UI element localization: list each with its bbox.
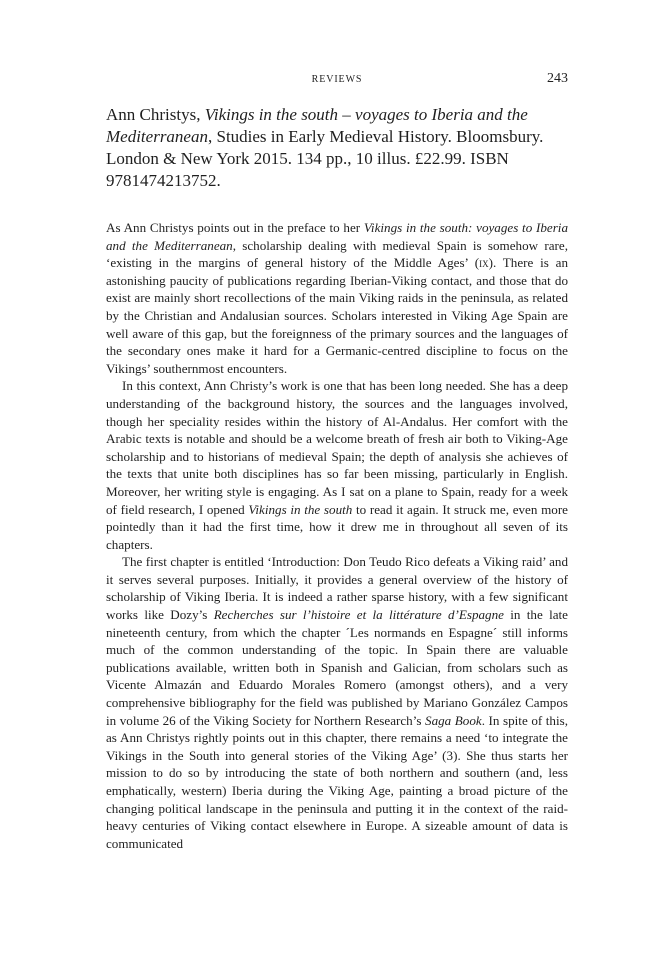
section-title: REVIEWS xyxy=(311,74,363,85)
journal-page xyxy=(106,70,568,852)
text-run: , scholarship dealing with medieval Spain is somehow rare, ‘existing in the margins of general history of the Middle Ages’ ( xyxy=(106,237,568,271)
text-run: In this context, Ann Christy’s work is one that has been long needed. She has a deep understanding of the background history, the sources and the languages involved, though her speciality resides within the history of Al-Andalus. Her comfort with the Arabic texts is notable and should be a welcome breath of fresh air both to Viking-Age scholarship and to historians of medieval Spain; the depth of analysis she achieves of the texts that unite both disciplines has so far been missing, particularly in English. Moreover, her writing style is engaging. As I sat on a plane to Spain, ready for a week of field research, I opened xyxy=(106,378,568,517)
italic-title: Recherches sur l’histoire et la littérature d’Espagne xyxy=(213,607,504,623)
text-run: The first chapter is entitled ‘Introduction: Don Teudo Rico defeats a Viking raid’ and it serves several purposes. Initially, it provides a general overview of the history of scholarship of Viking Iberia. It is indeed a rather sparse history, with a few significant works like Dozy’s xyxy=(106,554,568,623)
italic-title: Vikings in the south: voyages to Iberia and the Mediterranean xyxy=(106,220,568,253)
review-body xyxy=(106,219,568,852)
citation-details: , Studies in Early Medieval History. Bloomsbury. London & New York 2015. 134 pp., 10 illus. £22.99. ISBN 9781474213752. xyxy=(106,127,544,190)
text-run: . In spite of this, as Ann Christys rightly points out in this chapter, there remains a need ‘to integrate the Vikings in the South into general stories of the Viking Age’ (3). She thus starts her mission to do so by introducing the state of both northern and southern (and, less emphatically, western) Iberia during the Viking Age, painting a broad picture of the changing political landscape in the peninsula and putting it in the context of the raid-heavy centuries of Viking contact elsewhere in Europe. A sizeable amount of data is communicated xyxy=(106,712,568,851)
text-run: As Ann Christys points out in the preface to her xyxy=(106,220,364,235)
page-ref: ix xyxy=(479,255,489,271)
citation-author: Ann Christys, xyxy=(106,105,205,124)
paragraph-1 xyxy=(106,219,568,377)
text-run: to read it again. It struck me, even more pointedly than it had the first time, how it drew me in throughout all seven of its chapters. xyxy=(106,501,568,552)
italic-title: Vikings in the south xyxy=(248,501,353,517)
review-citation xyxy=(106,104,568,192)
running-head xyxy=(106,70,568,92)
text-run: ). There is an astonishing paucity of publications regarding Iberian-Viking contact, and those that do exist are mainly short recollections of the main Viking raids in the peninsula, as related by the Christian and Andalusian sources. Scholars interested in Viking Age Spain are well aware of this gap, but the foreignness of the primary sources and the languages of the secondary ones make it hard for a Germanic-centred discipline to focus on the Vikings’ southernmost encounters. xyxy=(106,255,568,376)
page-number: 243 xyxy=(547,71,568,86)
paragraph-2 xyxy=(106,377,568,553)
italic-title: Saga Book xyxy=(425,712,482,728)
text-run: in the late nineteenth century, from which the chapter ´Les normands en Espagne´ still informs much of the common understanding of the topic. In Spain there are valuable publications available, written both in Spanish and Galician, from scholars such as Vicente Almazán and Eduardo Morales Romero (amongst others), and a very comprehensive bibliography for the field was published by Mariano González Campos in volume 26 of the Viking Society for Northern Research’s xyxy=(106,607,568,728)
paragraph-3 xyxy=(106,553,568,852)
citation-book-title: Vikings in the south – voyages to Iberia and the Mediterranean xyxy=(106,105,528,146)
